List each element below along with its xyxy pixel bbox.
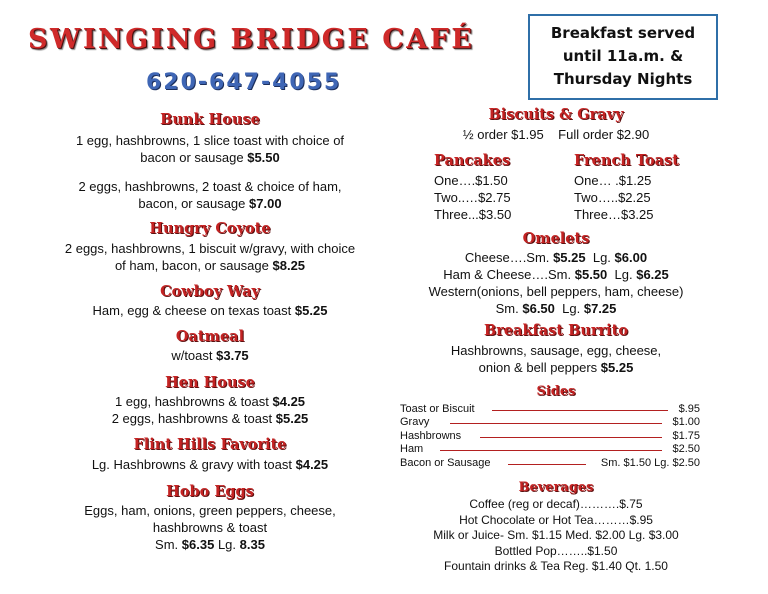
side-price: $1.00 <box>672 416 700 428</box>
item-description: Eggs, ham, onions, green peppers, cheese, <box>84 503 336 518</box>
item-description: 2 eggs, hashbrowns, 1 biscuit w/gravy, with choice <box>64 241 356 256</box>
omelets-heading: Omelets <box>522 230 590 247</box>
item-description: Hashbrowns, sausage, egg, cheese, <box>450 343 662 358</box>
list-item: Bottled Pop……..$1.50 <box>494 543 618 558</box>
notice-line: Breakfast served <box>550 24 696 42</box>
item-description: Lg. Hashbrowns & gravy with toast <box>91 457 292 472</box>
item-price: $3.75 <box>216 348 249 363</box>
size-label: Lg. <box>614 267 633 282</box>
item-price: $7.25 <box>583 301 617 316</box>
french-toast-heading: French Toast <box>574 152 679 169</box>
notice-line: Thursday Nights <box>553 70 693 88</box>
sides-heading: Sides <box>536 384 576 399</box>
item-description: bacon, or sausage <box>138 196 246 211</box>
item-price: 8.35 <box>239 537 265 552</box>
cafe-title: SWINGING BRIDGE CAFÉ <box>28 24 475 55</box>
beverages-list <box>398 497 714 575</box>
half-order-price: ½ order $1.95 <box>462 127 544 142</box>
size-label: Sm. <box>155 537 179 552</box>
cowboy-way-item <box>40 302 380 319</box>
item-price: $5.25 <box>275 411 309 426</box>
size-label: Sm. <box>495 301 519 316</box>
item-description: 1 egg, hashbrowns, 1 slice toast with choice of <box>75 133 345 148</box>
side-row <box>400 429 700 443</box>
item-price: $6.50 <box>522 301 555 316</box>
side-price: $2.50 <box>672 443 700 455</box>
hen-house-heading: Hen House <box>165 374 255 391</box>
side-label: Hashbrowns <box>400 430 462 442</box>
leader-line <box>480 437 662 438</box>
list-item: Fountain drinks & Tea Reg. $1.40 Qt. 1.50 <box>444 559 668 573</box>
side-label: Toast or Biscuit <box>400 403 475 415</box>
side-row <box>400 415 700 429</box>
omelets-list <box>398 249 714 317</box>
hungry-coyote-heading: Hungry Coyote <box>149 220 271 237</box>
list-item: Milk or Juice- Sm. $1.15 Med. $2.00 Lg. $3.00 <box>433 528 679 542</box>
size-label: Lg. <box>562 301 581 316</box>
burrito-item <box>398 342 714 376</box>
list-item: Three…$3.25 <box>574 207 654 222</box>
list-item: Three...$3.50 <box>434 207 512 222</box>
item-description: 1 egg, hashbrowns & toast <box>114 394 269 409</box>
item-description: onion & bell peppers <box>478 360 598 375</box>
side-label: Bacon or Sausage <box>400 457 491 469</box>
list-item: One… .$1.25 <box>574 173 652 188</box>
pancakes-list <box>434 172 511 223</box>
french-toast-list <box>574 172 654 223</box>
leader-line <box>508 464 586 465</box>
list-item: Coffee (reg or decaf)……….$.75 <box>469 497 643 511</box>
size-label: Lg. <box>217 537 237 552</box>
breakfast-hours-notice <box>528 14 718 100</box>
biscuits-gravy-heading: Biscuits & Gravy <box>488 106 624 123</box>
item-price: $5.25 <box>553 250 586 265</box>
side-price: Sm. $1.50 Lg. $2.50 <box>600 457 700 469</box>
item-price: $6.35 <box>181 537 215 552</box>
item-price: $4.25 <box>295 457 329 472</box>
item-price: $8.25 <box>272 258 306 273</box>
bunk-house-item-2 <box>40 178 380 212</box>
list-item: One….$1.50 <box>434 173 508 188</box>
leader-line <box>492 410 668 411</box>
size-label: Lg. <box>592 250 611 265</box>
cowboy-way-heading: Cowboy Way <box>160 283 260 300</box>
item-description: of ham, bacon, or sausage <box>114 258 269 273</box>
notice-line: until 11a.m. & <box>562 47 684 65</box>
side-label: Ham <box>400 443 424 455</box>
hobo-eggs-item <box>40 502 380 553</box>
item-price: $6.00 <box>614 250 648 265</box>
beverages-heading: Beverages <box>518 480 594 495</box>
flint-hills-heading: Flint Hills Favorite <box>133 436 287 453</box>
phone-number: 620-647-4055 <box>146 70 342 95</box>
item-description: 2 eggs, hashbrowns, 2 toast & choice of ham, <box>78 179 342 194</box>
item-price: $6.25 <box>636 267 669 282</box>
hen-house-items <box>40 393 380 427</box>
side-row <box>400 456 700 470</box>
item-description: Ham & Cheese….Sm. <box>443 267 572 282</box>
item-description: Cheese….Sm. <box>464 250 550 265</box>
item-price: $4.25 <box>272 394 306 409</box>
bunk-house-item-1 <box>40 132 380 166</box>
burrito-heading: Breakfast Burrito <box>483 322 629 339</box>
item-price: $5.25 <box>294 303 328 318</box>
flint-hills-item <box>40 456 380 473</box>
leader-line <box>450 423 662 424</box>
hungry-coyote-item <box>40 240 380 274</box>
biscuits-gravy-prices <box>398 126 714 143</box>
full-order-price: Full order $2.90 <box>558 127 650 142</box>
item-description: 2 eggs, hashbrowns & toast <box>111 411 273 426</box>
item-description: Ham, egg & cheese on texas toast <box>92 303 292 318</box>
bunk-house-heading: Bunk House <box>160 111 260 128</box>
item-description: w/toast <box>171 348 213 363</box>
side-label: Gravy <box>400 416 430 428</box>
item-price: $7.00 <box>249 196 282 211</box>
item-price: $5.50 <box>247 150 280 165</box>
item-description: hashbrowns & toast <box>152 520 268 535</box>
oatmeal-heading: Oatmeal <box>175 328 245 345</box>
list-item: Two..…$2.75 <box>434 190 511 205</box>
hobo-eggs-heading: Hobo Eggs <box>166 483 254 500</box>
side-row <box>400 402 700 416</box>
leader-line <box>440 450 662 451</box>
item-description: Western(onions, bell peppers, ham, cheese) <box>428 284 684 299</box>
list-item: Hot Chocolate or Hot Tea………$.95 <box>459 512 653 527</box>
list-item: Two…..$2.25 <box>574 190 651 205</box>
side-price: $.95 <box>678 403 700 415</box>
item-price: $5.50 <box>574 267 608 282</box>
item-description: bacon or sausage <box>140 150 244 165</box>
side-price: $1.75 <box>672 430 700 442</box>
oatmeal-item <box>40 347 380 364</box>
side-row <box>400 442 700 456</box>
item-price: $5.25 <box>600 360 634 375</box>
pancakes-heading: Pancakes <box>434 152 511 169</box>
